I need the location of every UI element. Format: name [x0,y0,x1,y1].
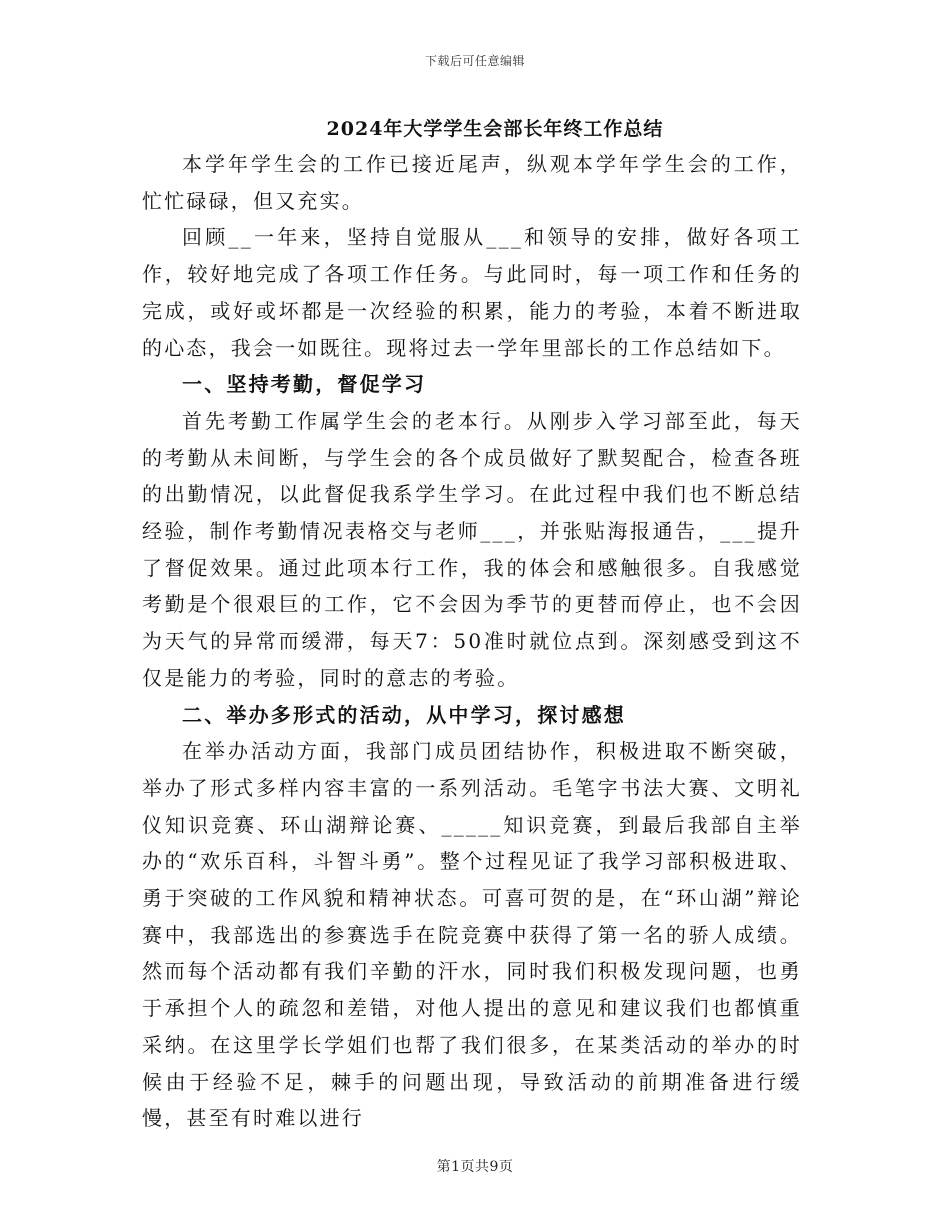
section-heading-attendance: 一、坚持考勤，督促学习 [182,372,427,397]
document-title: 2024年大学学生会部长年终工作总结 [326,118,664,140]
page-footer: 第1页共9页 [436,1159,514,1175]
document-body [142,146,802,1137]
header-note: 下载后可任意编辑 [424,54,525,68]
paragraph-activities: 在举办活动方面，我部门成员团结协作，积极进取不断突破，举办了形式多样内容丰富的一系列活动。毛笔字书法大赛、文明礼仪知识竞赛、环山湖辩论赛、_____知识竞赛，到最后我部自主举办的“欢乐百科，斗智斗勇”。整个过程见证了我学习部积极进取、勇于突破的工作风貌和精神状态。可喜可贺的是，在“环山湖”辩论赛中，我部选出的参赛选手在院竞赛中获得了第一名的骄人成绩。然而每个活动都有我们辛勤的汗水，同时我们积极发现问题，也勇于承担个人的疏忽和差错，对他人提出的意见和建议我们也都慎重采纳。在这里学长学姐们也帮了我们很多，在某类活动的举办的时候由于经验不足，棘手的问题出现，导致活动的前期准备进行缓慢，甚至有时难以进行 [142,739,802,1131]
section-heading-activities: 二、举办多形式的活动，从中学习，探讨感想 [182,702,626,727]
paragraph-intro: 本学年学生会的工作已接近尾声，纵观本学年学生会的工作，忙忙碌碌，但又充实。 [142,152,802,213]
paragraph-review: 回顾__一年来，坚持自觉服从___和领导的安排，做好各项工作，较好地完成了各项工作任务。与此同时，每一项工作和任务的完成，或好或坏都是一次经验的积累，能力的考验，本着不断进取的心态，我会一如既往。现将过去一学年里部长的工作总结如下。 [142,225,802,360]
paragraph-attendance: 首先考勤工作属学生会的老本行。从刚步入学习部至此，每天的考勤从未间断，与学生会的各个成员做好了默契配合，检查各班的出勤情况，以此督促我系学生学习。在此过程中我们也不断总结经验，制作考勤情况表格交与老师___，并张贴海报通告，___提升了督促效果。通过此项本行工作，我的体会和感触很多。自我感觉考勤是个很艰巨的工作，它不会因为季节的更替而停止，也不会因为天气的异常而缓滞，每天7：50准时就位点到。深刻感受到这不仅是能力的考验，同时的意志的考验。 [142,408,802,690]
